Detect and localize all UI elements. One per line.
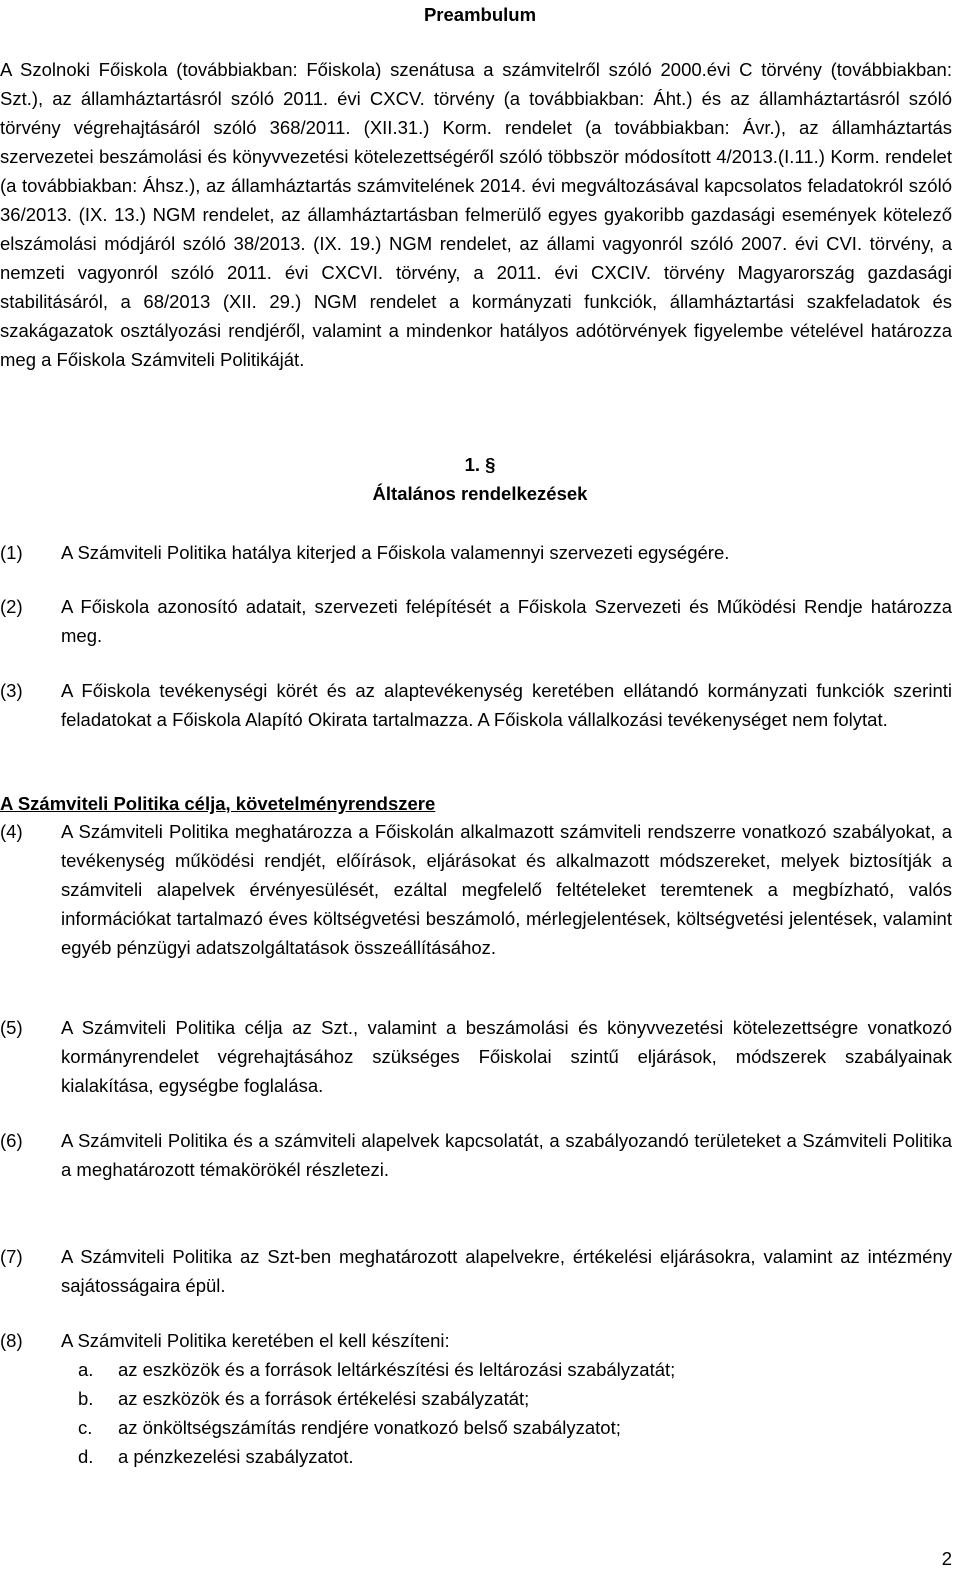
paragraph-text: A Számviteli Politika célja az Szt., valamint a beszámolási és könyvvezetési kötelezettségre vonatkozó kormányrendelet végrehajtásához szükséges Főiskolai szintű eljárások, módszerek szabályainak kialakítása, egységbe foglalása. [61,1017,952,1096]
paragraph-7 [0,1242,952,1300]
paragraph-text: A Főiskola azonosító adatait, szervezeti felépítését a Főiskola Szervezeti és Működési Rendje határozza meg. [61,596,952,646]
paragraph-6 [0,1126,952,1184]
list-item [61,1442,952,1471]
paragraph-number: (1) [0,542,23,563]
paragraph-number: (6) [0,1130,23,1151]
list-item [61,1355,952,1384]
paragraph-number: (7) [0,1246,23,1267]
page-number: 2 [941,1548,952,1569]
paragraph-8 [0,1326,952,1471]
paragraph-text: A Főiskola tevékenységi körét és az alaptevékenység keretében ellátandó kormányzati funkciók szerinti feladatokat a Főiskola Alapító Okirata tartalmazza. A Főiskola vállalkozási tevékenységet nem folytat. [61,680,952,730]
paragraph-5 [0,1013,952,1100]
list-item-text: az önköltségszámítás rendjére vonatkozó belső szabályzatot; [118,1417,621,1438]
paragraph-1 [0,538,952,567]
list-item-text: az eszközök és a források értékelési szabályzatát; [118,1388,530,1409]
document-title: Preambulum [423,4,537,25]
paragraph-text: A Számviteli Politika meghatározza a Főiskolán alkalmazott számviteli rendszerre vonatkozó szabályokat, a tevékenység működési rendjét, előírások, eljárásokat és alkalmazott módszereket, melyek biztosítják a számviteli alapelvek érvényesülését, ezáltal megfelelő feltételeket teremtenek a megbízható, valós információkat tartalmazó éves költségvetési beszámoló, mérlegjelentések, költségvetési jelentések, valamint egyéb pénzügyi adatszolgáltatások összeállításához. [61,821,952,958]
paragraph-number: (2) [0,596,23,617]
paragraph-3 [0,676,952,734]
paragraph-text [61,1326,952,1471]
preamble-text: A Szolnoki Főiskola (továbbiakban: Főiskola) szenátusa a számvitelről szóló 2000.évi C törvény (továbbiakban: Szt.), az államháztartásról szóló 2011. évi CXCV. törvény (a továbbiakban: Áht.) és az államháztartásról szóló törvény végrehajtásáról szóló 368/2011. (XII.31.) Korm. rendelet (a továbbiakban: Ávr.), az államháztartás szervezetei beszámolási és könyvvezetési kötelezettségéről szóló többször módosított 4/2013.(I.11.) Korm. rendelet (a továbbiakban: Áhsz.), az államháztartás számvitelének 2014. évi megváltozásával kapcsolatos feladatokról szóló 36/2013. (IX. 13.) NGM rendelet, az államháztartásban felmerülő egyes gyakoribb gazdasági események kötelező elszámolási módjáról szóló 38/2013. (IX. 19.) NGM rendelet, az állami vagyonról szóló 2007. évi CVI. törvény, a nemzeti vagyonról szóló 2011. évi CXCVI. törvény, a 2011. évi CXCIV. törvény Magyarország gazdasági stabilitásáról, a 68/2013 (XII. 29.) NGM rendelet a kormányzati funkciók, államháztartási szakfeladatok és szakágazatok osztályozási rendjéről, valamint a mindenkor hatályos adótörvények figyelembe vételével határozza meg a Főiskola Számviteli Politikáját. [0,59,952,370]
paragraph-text: A Számviteli Politika és a számviteli alapelvek kapcsolatát, a szabályozandó területeket a Számviteli Politika a meghatározott témakörökél részletezi. [61,1130,952,1180]
paragraph-number: (3) [0,680,23,701]
list-letter: c. [78,1417,93,1438]
paragraph-number: (4) [0,821,23,842]
required-regulations-list [61,1355,952,1471]
subheading: A Számviteli Politika célja, követelményrendszere [0,793,436,814]
paragraph-text: A Számviteli Politika az Szt-ben meghatározott alapelvekre, értékelési eljárásokra, valamint az intézmény sajátosságaira épül. [61,1246,952,1296]
paragraph-4 [0,817,952,962]
paragraph-number: (8) [0,1330,23,1351]
list-item [61,1413,952,1442]
list-item-text: az eszközök és a források leltárkészítési és leltározási szabályzatát; [118,1359,676,1380]
list-letter: b. [78,1388,94,1409]
section-number: 1. § [464,454,496,475]
paragraph-2 [0,592,952,650]
list-letter: a. [78,1359,94,1380]
section-title: Általános rendelkezések [372,483,588,504]
list-letter: d. [78,1446,94,1467]
paragraph-number: (5) [0,1017,23,1038]
list-item [61,1384,952,1413]
paragraph-intro: A Számviteli Politika keretében el kell készíteni: [61,1330,450,1351]
paragraph-text: A Számviteli Politika hatálya kiterjed a Főiskola valamennyi szervezeti egységére. [61,542,730,563]
list-item-text: a pénzkezelési szabályzatot. [118,1446,354,1467]
